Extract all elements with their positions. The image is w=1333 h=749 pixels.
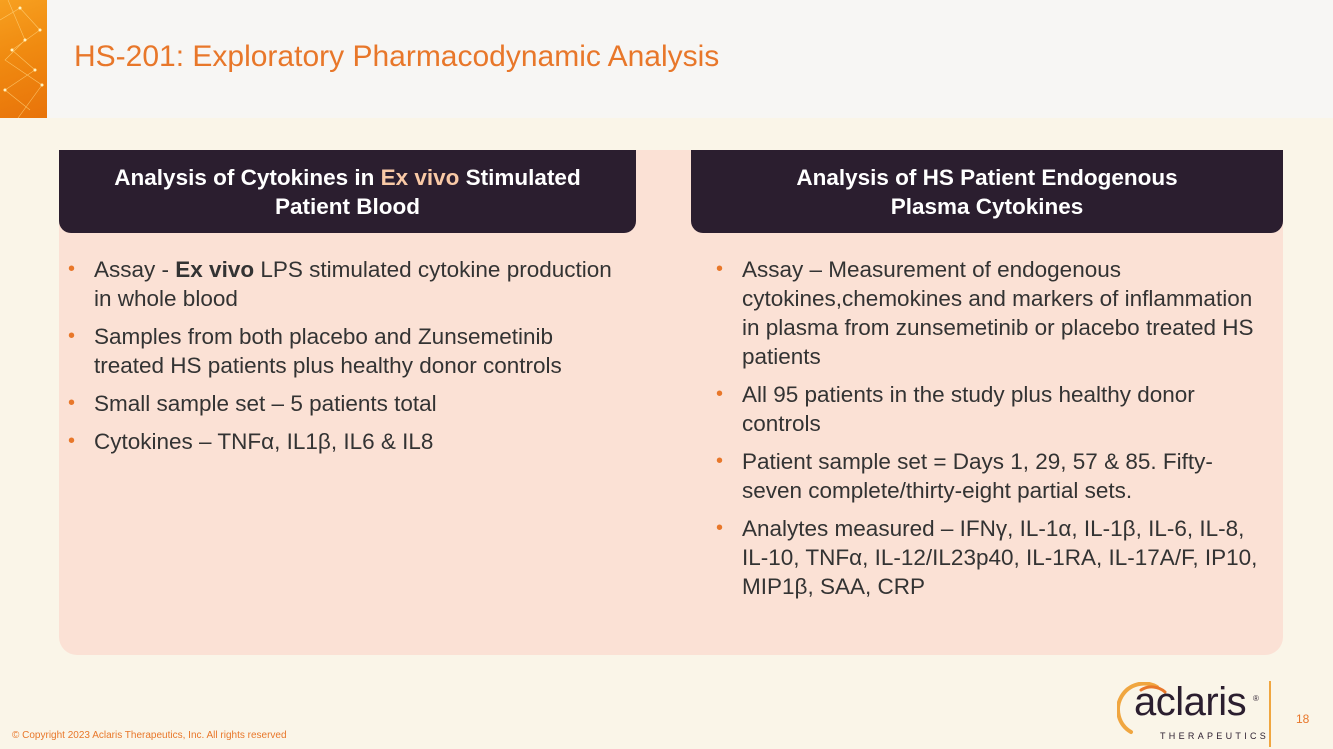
left-header-post: Stimulated	[459, 164, 581, 190]
bullet-icon: •	[68, 392, 76, 414]
left-bullet-3-text: Small sample set – 5 patients total	[94, 391, 437, 416]
bullet-icon: •	[716, 517, 724, 539]
left-header-pre: Analysis of Cytokines in	[114, 164, 381, 190]
left-bullet-1-pre: Assay -	[94, 257, 176, 282]
page-number: 18	[1296, 712, 1310, 726]
right-bullet-2-text: All 95 patients in the study plus healthy donor controls	[742, 382, 1195, 436]
aclaris-logo	[1117, 680, 1270, 744]
logo-subtitle: THERAPEUTICS	[1160, 731, 1270, 741]
left-bullet-item	[68, 389, 628, 418]
bullet-icon: •	[68, 325, 76, 347]
right-column-header	[691, 150, 1283, 233]
left-bullet-1-bold: Ex vivo	[175, 257, 255, 282]
right-bullet-1-text: Assay – Measurement of endogenous cytokines,chemokines and markers of inflammation in plasma from zunsemetinib or placebo treated HS patients	[742, 257, 1254, 369]
footer-divider	[1269, 681, 1271, 747]
right-bullet-item	[716, 380, 1266, 438]
left-header-highlight: Ex vivo	[380, 164, 460, 190]
right-header-line1: Analysis of HS Patient Endogenous	[796, 164, 1178, 190]
right-bullet-4-text: Analytes measured – IFNγ, IL-1α, IL-1β, IL-6, IL-8, IL-10, TNFα, IL-12/IL23p40, IL-1RA, IL-17A/F, IP10, MIP1β, SAA, CRP	[742, 516, 1258, 599]
corner-decoration	[0, 0, 47, 118]
left-header-line2: Patient Blood	[275, 193, 420, 219]
bullet-icon: •	[716, 383, 724, 405]
left-bullet-item	[68, 255, 628, 313]
bullet-icon: •	[716, 450, 724, 472]
right-bullet-3-text: Patient sample set = Days 1, 29, 57 & 85. Fifty-seven complete/thirty-eight partial sets.	[742, 449, 1213, 503]
left-column-header	[59, 150, 636, 233]
copyright-notice: © Copyright 2023 Aclaris Therapeutics, Inc. All rights reserved	[12, 730, 287, 741]
left-bullet-2-text: Samples from both placebo and Zunsemetinib treated HS patients plus healthy donor controls	[94, 324, 562, 378]
slide-title: HS-201: Exploratory Pharmacodynamic Analysis	[74, 40, 720, 73]
bullet-icon: •	[68, 258, 76, 280]
bullet-icon: •	[716, 258, 724, 280]
left-bullet-1-post: LPS stimulated cytokine production in whole blood	[94, 257, 612, 311]
logo-wordmark: aclaris	[1134, 680, 1247, 724]
right-bullet-item	[716, 447, 1266, 505]
right-header-line2: Plasma Cytokines	[890, 193, 1084, 219]
right-bullet-item	[716, 255, 1266, 371]
left-bullet-item	[68, 427, 628, 456]
left-bullet-4-text: Cytokines – TNFα, IL1β, IL6 & IL8	[94, 429, 434, 454]
logo-registered-mark: ®	[1253, 694, 1259, 703]
bullet-icon: •	[68, 430, 76, 452]
left-bullet-list	[68, 255, 628, 465]
left-bullet-item	[68, 322, 628, 380]
right-bullet-list	[716, 255, 1266, 610]
right-bullet-item	[716, 514, 1266, 601]
